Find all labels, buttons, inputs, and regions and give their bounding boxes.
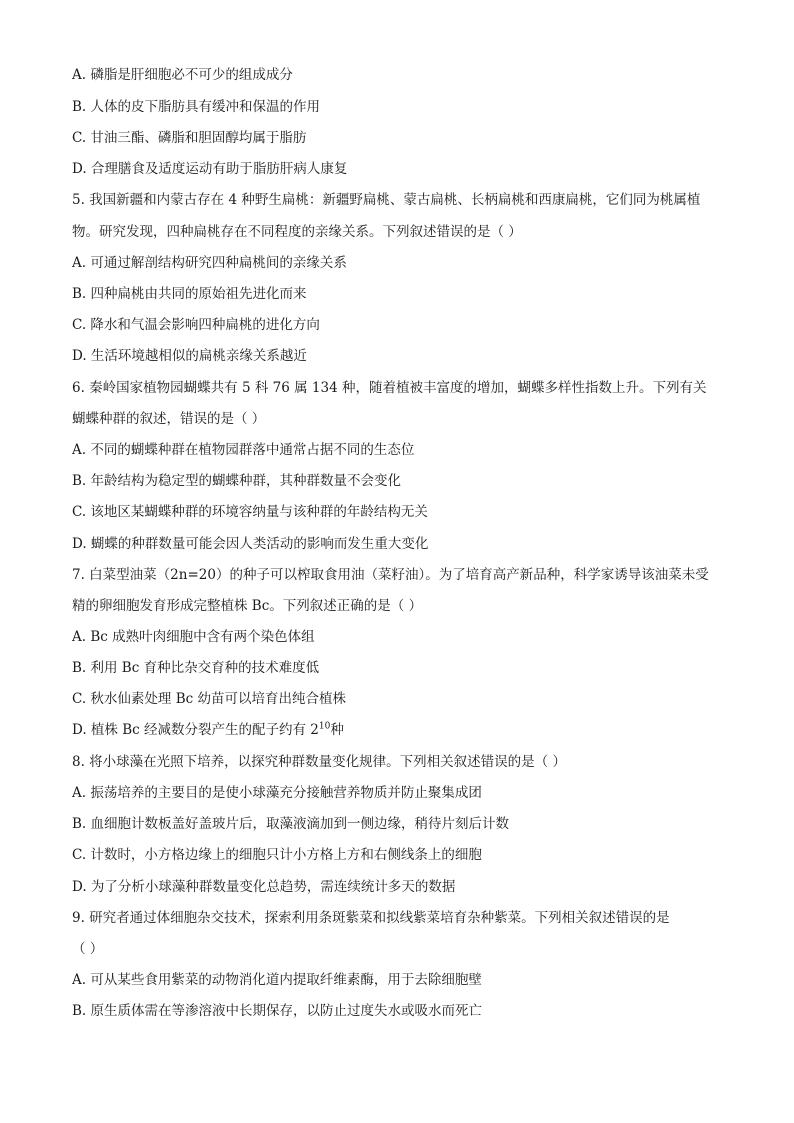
option-8a: A. 振荡培养的主要目的是使小球藻充分接触营养物质并防止聚集成团	[72, 785, 482, 801]
question-7-line-2: 精的卵细胞发育形成完整植株 Bc。下列叙述正确的是（ ）	[72, 598, 423, 614]
option-4d: D. 合理膳食及适度运动有助于脂肪肝病人康复	[72, 161, 348, 177]
question-5-line-1: 5. 我国新疆和内蒙古存在 4 种野生扁桃：新疆野扁桃、蒙古扁桃、长柄扁桃和西康扁桃，它们同为桃属植	[72, 192, 701, 208]
option-8c: C. 计数时，小方格边缘上的细胞只计小方格上方和右侧线条上的细胞	[72, 847, 482, 863]
option-7d-prefix: D. 植株 Bc 经减数分裂产生的配子约有	[72, 722, 311, 738]
option-8d: D. 为了分析小球藻种群数量变化总趋势，需连续统计多天的数据	[72, 879, 456, 895]
option-5c: C. 降水和气温会影响四种扁桃的进化方向	[72, 317, 320, 333]
question-9-line-1: 9. 研究者通过体细胞杂交技术，探索利用条斑紫菜和拟线紫菜培育杂种紫菜。下列相关叙述错误的是	[72, 910, 670, 926]
option-4b: B. 人体的皮下脂肪具有缓冲和保温的作用	[72, 99, 321, 115]
option-7b: B. 利用 Bc 育种比杂交育种的技术难度低	[72, 660, 320, 676]
option-4a: A. 磷脂是肝细胞必不可少的组成成分	[72, 67, 293, 83]
option-6a: A. 不同的蝴蝶种群在植物园群落中通常占据不同的生态位	[72, 442, 415, 458]
question-9-line-2: （ ）	[72, 941, 104, 957]
option-7a: A. Bc 成熟叶肉细胞中含有两个染色体组	[72, 629, 315, 645]
question-6-line-2: 蝴蝶种群的叙述，错误的是（ ）	[72, 411, 266, 427]
option-7d-suffix: 种	[330, 722, 344, 738]
option-7d-exponent: 10	[318, 721, 331, 732]
question-6-line-1: 6. 秦岭国家植物园蝴蝶共有 5 科 76 属 134 种，随着植被丰富度的增加，蝴蝶多样性指数上升。下列有关	[72, 380, 707, 396]
option-7c: C. 秋水仙素处理 Bc 幼苗可以培育出纯合植株	[72, 691, 346, 707]
option-7d	[72, 721, 732, 739]
option-5b: B. 四种扁桃由共同的原始祖先进化而来	[72, 286, 307, 302]
option-6b: B. 年龄结构为稳定型的蝴蝶种群，其种群数量不会变化	[72, 473, 402, 489]
option-6d: D. 蝴蝶的种群数量可能会因人类活动的影响而发生重大变化	[72, 536, 429, 552]
option-4c: C. 甘油三酯、磷脂和胆固醇均属于脂肪	[72, 130, 307, 146]
option-7d-base: 2	[310, 722, 319, 738]
question-7-line-1: 7. 白菜型油菜（2n=20）的种子可以榨取食用油（菜籽油）。为了培育高产新品种，科学家诱导该油菜未受	[72, 567, 709, 583]
option-6c: C. 该地区某蝴蝶种群的环境容纳量与该种群的年龄结构无关	[72, 504, 428, 520]
option-8b: B. 血细胞计数板盖好盖玻片后，取藻液滴加到一侧边缘，稍待片刻后计数	[72, 816, 510, 832]
question-8: 8. 将小球藻在光照下培养，以探究种群数量变化规律。下列相关叙述错误的是（ ）	[72, 754, 566, 770]
option-5d: D. 生活环境越相似的扁桃亲缘关系越近	[72, 348, 307, 364]
option-9a: A. 可从某些食用紫菜的动物消化道内提取纤维素酶，用于去除细胞壁	[72, 972, 482, 988]
question-5-line-2: 物。研究发现，四种扁桃存在不同程度的亲缘关系。下列叙述错误的是（ ）	[72, 224, 522, 240]
option-9b: B. 原生质体需在等渗溶液中长期保存，以防止过度失水或吸水而死亡	[72, 1003, 483, 1019]
option-5a: A. 可通过解剖结构研究四种扁桃间的亲缘关系	[72, 255, 347, 271]
